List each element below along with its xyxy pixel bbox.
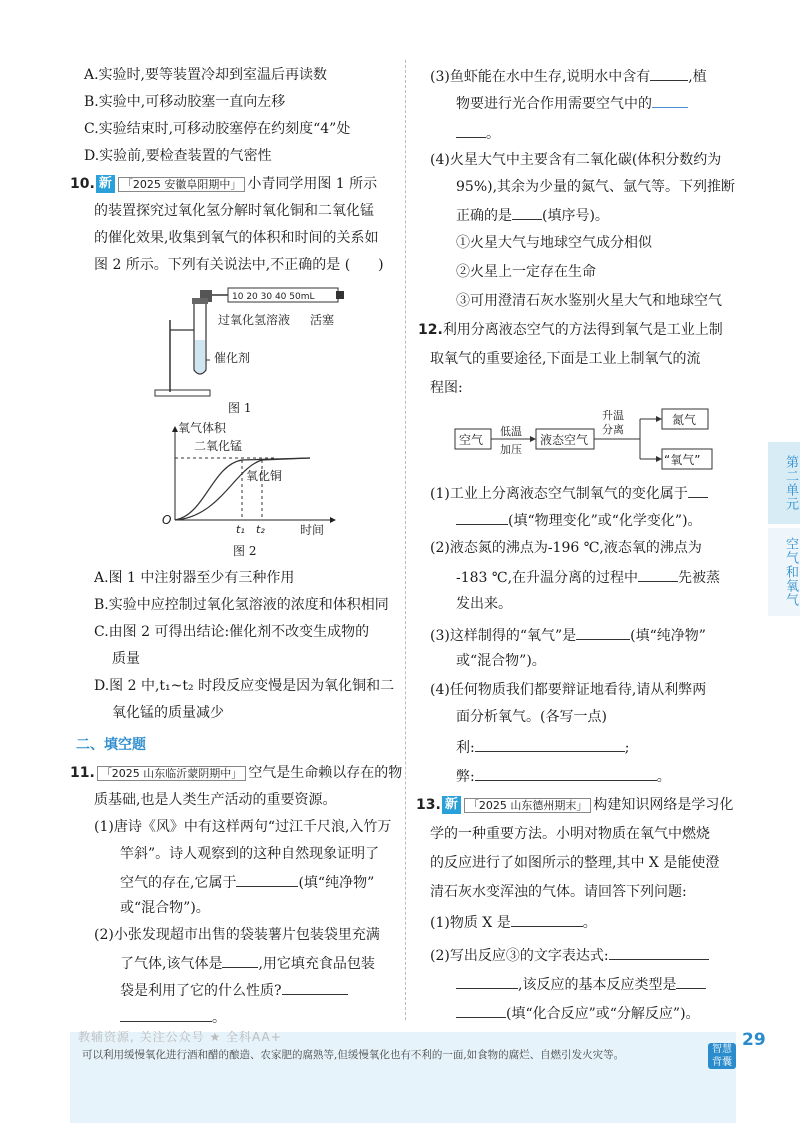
q12-part2-text2: 先被蒸 — [678, 570, 721, 586]
q11-part1-line2: 竿斜”。诗人观察到的这种自然现象证明了 — [120, 846, 380, 862]
q11-part4-hint: (填序号)。 — [542, 208, 609, 224]
page-number: 29 — [742, 1030, 766, 1050]
q13-line-0: 构建知识网络是学习化 — [593, 797, 734, 813]
q10-option-c-cont: 质量 — [112, 651, 140, 667]
footer-watermark: 教辅资源, 关注公众号 ★ 全科AA+ — [78, 1030, 282, 1044]
q13-part2-text2: ,该反应的基本反应类型是 — [518, 977, 677, 993]
q10-line-2: 的催化效果,收集到氧气的体积和时间的关系如 — [94, 230, 379, 246]
q12-part1-text: (1)工业上分离液态空气制氧气的变化属于 — [430, 486, 688, 502]
q11-source-tag: 「2025 山东临沂蒙阴期中」 — [97, 766, 247, 781]
fig2-caption: 图 2 — [233, 544, 257, 558]
q10-option-d-cont: 氧化锰的质量减少 — [112, 705, 224, 721]
fig2-t1: t₁ — [236, 523, 245, 536]
flow-arrow2-top: 升温 — [602, 409, 624, 422]
q12-part2-line3: 发出来。 — [456, 596, 512, 612]
q11-part2-line2 — [120, 952, 375, 974]
q9-option-b: B.实验中,可移动胶塞一直向左移 — [84, 94, 286, 110]
q13-line-3: 清石灰水变浑浊的气体。请回答下列问题: — [430, 884, 687, 900]
q13-header — [416, 795, 733, 816]
q10-option-c: C.由图 2 可得出结论:催化剂不改变生成物的 — [94, 624, 370, 640]
q12-line-1: 取氧气的重要途径,下面是工业上制氧气的流 — [430, 351, 701, 367]
q13-part2-line3 — [456, 1002, 700, 1024]
fig2-series-cuo: 氧化铜 — [246, 469, 283, 483]
q13-part2-line2 — [456, 973, 706, 995]
wisdom-badge: 智慧背囊 — [708, 1043, 736, 1069]
q11-header — [70, 763, 402, 784]
q11-part4-line2: 95%),其余为少量的氮气、氩气等。下列推断 — [456, 179, 736, 195]
q13-part2-text: (2)写出反应③的文字表达式: — [430, 948, 609, 964]
q13-part2-hint: (填“化合反应”或“分解反应”)。 — [506, 1006, 700, 1022]
answer-blank-q12-1a[interactable] — [688, 482, 708, 498]
answer-blank-q12-con[interactable] — [475, 765, 657, 781]
q11-part1-line1: (1)唐诗《风》中有这样两句“过江千尺浪,入竹万 — [94, 819, 392, 835]
q11-part3-end: 。 — [486, 126, 500, 142]
q12-con-end: 。 — [656, 769, 671, 785]
flow-arrow1-top: 低温 — [500, 425, 522, 438]
q11-part2-text2: ,用它填充食品包装 — [258, 956, 375, 972]
q11-choice-3: ③可用澄清石灰水鉴别火星大气和地球空气 — [456, 293, 722, 309]
answer-blank-q11-4[interactable] — [512, 204, 542, 220]
column-divider — [405, 60, 406, 1020]
fig1-caption: 图 1 — [228, 401, 252, 415]
q12-part3-hint: (填“纯净物” — [630, 628, 706, 644]
q11-part1-line4: 或“混合物”)。 — [120, 900, 210, 916]
q11-part2-line3 — [120, 979, 348, 1001]
q10-number: 10. — [70, 176, 95, 192]
answer-blank-q11-3c[interactable] — [456, 122, 486, 138]
q11-part4-text: 正确的是 — [456, 208, 512, 224]
q12-part4-line2: 面分析氧气。(各写一点) — [456, 709, 607, 725]
answer-blank-q11-2c[interactable] — [120, 1006, 212, 1022]
flow-out-oxygen: “氧气” — [664, 453, 701, 467]
q11-choice-1: ①火星大气与地球空气成分相似 — [456, 235, 652, 251]
q10-option-a: A.图 1 中注射器至少有三种作用 — [94, 570, 295, 586]
answer-blank-q13-1[interactable] — [511, 911, 583, 927]
q11-part3-text2: ,植 — [688, 69, 707, 85]
flow-box-liquid-air: 液态空气 — [540, 433, 589, 447]
q12-part2-line2 — [456, 566, 720, 588]
footer-box — [70, 1032, 736, 1123]
answer-blank-q11-3b[interactable] — [652, 92, 688, 108]
q10-line-0: 小青同学用图 1 所示 — [247, 176, 378, 192]
answer-blank-q13-2d[interactable] — [456, 1002, 506, 1018]
q12-flow-diagram — [450, 405, 720, 475]
q11-part2-text: 了气体,该气体是 — [120, 956, 223, 972]
q11-part4-line1: (4)火星大气中主要含有二氧化碳(体积分数约为 — [430, 152, 722, 168]
q10-line-1: 的装置探究过氧化氢分解时氧化铜和二氧化锰 — [94, 203, 374, 219]
q12-part1-line1 — [430, 482, 708, 504]
q12-line-0: 利用分离液态空气的方法得到氧气是工业上制 — [442, 322, 723, 338]
q13-source-tag: 「2025 山东德州期末」 — [464, 798, 592, 813]
sidebar-unit-tab: 第二单元 — [768, 442, 800, 524]
q10-option-b: B.实验中应控制过氧化氢溶液的浓度和体积相同 — [94, 597, 389, 613]
q11-part1-line3 — [120, 871, 374, 893]
fig1-plunger-label: 活塞 — [310, 313, 335, 327]
q9-option-a: A.实验时,要等装置冷却到室温后再读数 — [84, 67, 328, 83]
q12-part2-line1: (2)液态氮的沸点为-196 ℃,液态氧的沸点为 — [430, 540, 702, 556]
answer-blank-q12-2[interactable] — [638, 566, 678, 582]
q10-line-3: 图 2 所示。下列有关说法中,不正确的是 ( ) — [94, 257, 384, 273]
q11-part1-hint: (填“纯净物” — [298, 875, 375, 891]
new-badge-q13: 新 — [442, 796, 461, 814]
new-badge: 新 — [96, 175, 115, 193]
q13-part1-text: (1)物质 X 是 — [430, 915, 511, 931]
fig1-scale: 10 20 30 40 50mL — [232, 292, 315, 302]
q10-option-d: D.图 2 中,t₁~t₂ 时段反应变慢是因为氧化铜和二 — [94, 678, 395, 694]
flow-arrow1-bottom: 加压 — [500, 443, 522, 456]
q13-line-1: 学的一种重要方法。小明对物质在氧气中燃烧 — [430, 826, 710, 842]
q11-part3-line2 — [456, 92, 688, 114]
q11-part3-line1 — [430, 65, 707, 87]
q12-part3-text: (3)这样制得的“氧气”是 — [430, 628, 577, 644]
q10-source-tag: 「2025 安徽阜阳期中」 — [118, 177, 246, 192]
q11-part2-line1: (2)小张发现超市出售的袋装薯片包装袋里充满 — [94, 927, 380, 943]
answer-blank-q13-2b[interactable] — [456, 973, 518, 989]
answer-blank-q12-1b[interactable] — [456, 509, 508, 525]
flow-box-air: 空气 — [459, 433, 484, 447]
answer-blank-q12-pro[interactable] — [475, 736, 625, 752]
footer-tip-text: 可以利用缓慢氧化进行酒和醋的酿造、农家肥的腐熟等,但缓慢氧化也有不利的一面,如食物的腐烂、自燃引发火灾等。 — [82, 1049, 625, 1061]
flow-arrow2-bottom: 分离 — [602, 423, 624, 436]
answer-blank-q11-1[interactable] — [236, 871, 298, 887]
q11-part3-line3 — [456, 122, 500, 144]
q13-part1 — [430, 911, 597, 933]
answer-blank-q11-2b[interactable] — [282, 979, 348, 995]
fig2-origin: O — [162, 513, 172, 527]
fig1-liquid-label: 过氧化氢溶液 — [218, 313, 291, 327]
q12-part4-line1: (4)任何物质我们都要辩证地看待,请从利弊两 — [430, 682, 707, 698]
q12-header — [418, 320, 723, 340]
section-heading-fill-in: 二、填空题 — [76, 737, 146, 753]
fig2-series-mno2: 二氧化锰 — [194, 439, 243, 453]
answer-blank-q13-2c[interactable] — [676, 973, 706, 989]
q11-part2-line4 — [120, 1006, 226, 1028]
q13-part2-line1 — [430, 944, 709, 966]
figure-2-graph — [150, 420, 350, 540]
answer-blank-q13-2a[interactable] — [609, 944, 709, 960]
q12-pro-end: ; — [624, 740, 630, 756]
q10-header — [70, 174, 377, 195]
fig1-catalyst-label: 催化剂 — [214, 351, 251, 365]
answer-blank-q11-3a[interactable] — [650, 65, 688, 81]
q12-line-2: 程图: — [430, 380, 463, 396]
q11-line-1: 质基础,也是人类生产活动的重要资源。 — [94, 792, 337, 808]
q11-part3-text3: 物要进行光合作用需要空气中的 — [456, 96, 652, 112]
sidebar-topic-tab: 空气和氧气 — [768, 528, 800, 616]
q11-part2-question: 袋是利用了它的什么性质? — [120, 983, 282, 999]
q12-part3-line2: 或“混合物”)。 — [456, 653, 546, 669]
q12-pro-line — [456, 736, 629, 758]
q12-con-label: 弊: — [456, 769, 475, 785]
q12-pro-label: 利: — [456, 740, 475, 756]
fig2-t2: t₂ — [256, 523, 265, 536]
q11-part1-text: 空气的存在,它属于 — [120, 875, 237, 891]
q12-part1-hint: (填“物理变化”或“化学变化”)。 — [508, 513, 702, 529]
q11-choice-2: ②火星上一定存在生命 — [456, 264, 596, 280]
q13-line-2: 的反应进行了如图所示的整理,其中 X 是能使澄 — [430, 855, 720, 871]
q12-part1-line2 — [456, 509, 702, 531]
q12-part2-text: -183 ℃,在升温分离的过程中 — [456, 570, 639, 586]
q13-number: 13. — [416, 797, 441, 813]
q12-con-line — [456, 765, 671, 787]
q11-part2-end: 。 — [212, 1010, 226, 1026]
q12-part3-line1 — [430, 624, 706, 646]
q9-option-c: C.实验结束时,可移动胶塞停在约刻度“4”处 — [84, 121, 351, 137]
fig2-ylabel: 氧气体积 — [178, 421, 227, 435]
q11-line-0: 空气是生命赖以存在的物 — [248, 765, 403, 781]
q11-part4-line3 — [456, 204, 609, 226]
answer-blank-q12-3[interactable] — [576, 624, 630, 640]
q11-part3-text: (3)鱼虾能在水中生存,说明水中含有 — [430, 69, 651, 85]
q11-number: 11. — [70, 765, 95, 781]
q12-number: 12. — [418, 322, 443, 338]
q13-part1-end: 。 — [582, 915, 597, 931]
answer-blank-q11-2a[interactable] — [222, 952, 258, 968]
q9-option-d: D.实验前,要检查装置的气密性 — [84, 148, 272, 164]
flow-out-nitrogen: 氮气 — [672, 413, 697, 427]
fig2-xlabel: 时间 — [300, 523, 325, 537]
